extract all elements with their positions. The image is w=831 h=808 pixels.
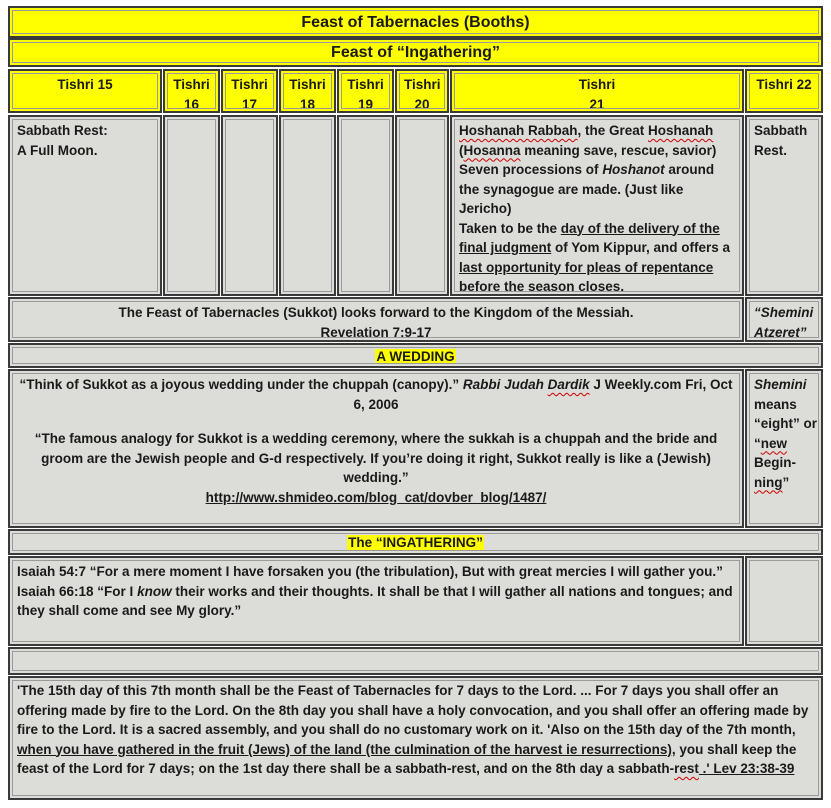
know-word: know [137, 583, 172, 599]
subtitle-text: Feast of “Ingathering” [331, 44, 500, 61]
leviticus-quote [8, 676, 823, 800]
hosanna: Hosanna [463, 142, 521, 158]
day-label: Tishri [404, 77, 441, 92]
day-18-content [279, 115, 336, 296]
text-run: ( [459, 142, 464, 158]
day-label: Tishri 22 [756, 77, 812, 92]
hoshanot: Hoshanot [602, 162, 665, 177]
day-number: 18 [299, 96, 316, 112]
sabbath-rest-22: Sabbath Rest. [754, 123, 808, 158]
day-20-content [395, 115, 449, 296]
kingdom-row [8, 297, 744, 342]
day-number: 19 [357, 96, 374, 112]
subtitle [8, 38, 823, 67]
ning-word: ning [754, 474, 783, 490]
hoshanah-rabbah: Hoshanah Rabbah [459, 123, 578, 138]
isaiah-quotes [8, 556, 744, 646]
text-run: Isaiah 66:18 “For I [17, 583, 138, 599]
text-run: meaning save, rescue, savior) [520, 142, 717, 158]
day-number: 21 [589, 96, 605, 112]
day-21-content [450, 115, 744, 296]
text-run: , you shall keep the feast of the Lord for 7 days; on the 1st day there shall be a sabbath-rest, and on the 8th day a sabbath- [17, 741, 797, 776]
day-17-content [221, 115, 278, 296]
new-word: new [760, 435, 788, 451]
text-run: Seven processions of [459, 162, 603, 177]
wedding-content [8, 369, 744, 528]
ingathering-heading: The “INGATHERING” [348, 535, 483, 550]
text-run: around the synagogue are made. (Just like Jericho) [459, 162, 715, 216]
last-opportunity-phrase: last opportunity for pleas of repentance [459, 259, 714, 275]
hoshanah: Hoshanah [648, 123, 714, 138]
judgment-text [459, 219, 736, 297]
day-label: Tishri 15 [57, 77, 113, 92]
revelation-ref: Revelation 7:9-17 [320, 324, 432, 340]
day-header-16 [163, 69, 220, 113]
day-22-content [745, 115, 823, 296]
text-run: before the season closes. [459, 279, 625, 294]
shemini-word: Shemini [754, 377, 807, 392]
text-run: Begin- [754, 455, 796, 470]
day-number: 20 [414, 96, 430, 112]
title-text: Feast of Tabernacles (Booths) [301, 14, 530, 31]
wedding-heading-row [8, 343, 823, 368]
day-number: 16 [183, 96, 200, 112]
wedding-quote-2: “The famous analogy for Sukkot is a wedding ceremony, where the sukkah is a chuppah and the bride and groom are the Jewish people and G-d respectively. If you’re doing it right, Sukkot really is like a (Jewish) wedding.” [34, 431, 718, 485]
day-16-content [163, 115, 220, 296]
sabbath-rest-label: Sabbath Rest: [17, 123, 108, 138]
day-label: Tishri [578, 77, 616, 92]
day-label: Tishri [289, 77, 326, 92]
wedding-quote-1 [18, 375, 734, 414]
processions-text [459, 160, 736, 219]
day-header-22 [745, 69, 823, 113]
day-header-19 [337, 69, 394, 113]
shemini-note [745, 369, 823, 528]
day-header-17 [221, 69, 278, 113]
isaiah-54-7: Isaiah 54:7 “For a mere moment I have forsaken you (the tribulation), But with great mercies I will gather you.” [17, 564, 723, 579]
text-run: means “eight” or “ [754, 396, 817, 451]
shemini-atzeret-cell [745, 297, 823, 342]
gathered-phrase: when you have gathered in the fruit (Jews) of the land (the culmination of the harvest ie resurrections) [17, 741, 672, 757]
wedding-heading: A WEDDING [376, 349, 455, 364]
day-number: 17 [241, 96, 258, 112]
isaiah-66-18 [17, 582, 734, 621]
source-link[interactable]: http://www.shmideo.com/blog_cat/dovber_blog/1487/ [205, 489, 547, 505]
author-surname: Dardik [547, 377, 590, 392]
text-run: “Think of Sukkot as a joyous wedding under the chuppah (canopy).” [19, 377, 460, 392]
source: J Weekly.com Fri, Oct 6, 2006 [353, 377, 733, 412]
empty-row [8, 647, 823, 675]
day-label: Tishri [347, 77, 384, 92]
text-run: , the Great [577, 123, 649, 138]
day-19-content [337, 115, 394, 296]
text-run: Taken to be the [459, 220, 561, 236]
page-title [8, 6, 823, 38]
isaiah-side-cell [745, 556, 823, 646]
rest-word: rest [674, 761, 699, 776]
day-header-15 [8, 69, 162, 113]
delivery-phrase: day of the delivery of the final judgment [459, 220, 720, 255]
text-run: ” [782, 474, 790, 490]
text-run: their works and their thoughts. It shall be that I will gather all nations and tongues; and they shall come and see My glory.” [17, 583, 733, 618]
full-moon-label: A Full Moon. [17, 142, 98, 158]
kingdom-text: The Feast of Tabernacles (Sukkot) looks forward to the Kingdom of the Messiah. [118, 305, 634, 320]
day-header-21 [450, 69, 744, 113]
author: Rabbi Judah [459, 377, 548, 392]
lev-reference: .' Lev 23:38-39 [698, 761, 795, 776]
ingathering-heading-row [8, 529, 823, 555]
day-label: Tishri [231, 77, 268, 92]
text-run: 'The 15th day of this 7th month shall be the Feast of Tabernacles for 7 days to the Lord. ... For 7 days you shall offer an offering made by fire to the Lord. On the 8th day you shall have a holy convocation, and you shall offer an offering made by fire to the Lord. It is a sacred assembly, and you shall do no customary work on it. 'Also on the 15th day of the 7th month, [17, 683, 809, 737]
day-15-content [8, 115, 162, 296]
day-label: Tishri [173, 77, 210, 92]
text-run: of Yom Kippur, and offers a [551, 240, 731, 255]
shemini-atzeret: “Shemini Atzeret” [754, 305, 814, 340]
day-header-18 [279, 69, 336, 113]
day-header-20 [395, 69, 449, 113]
